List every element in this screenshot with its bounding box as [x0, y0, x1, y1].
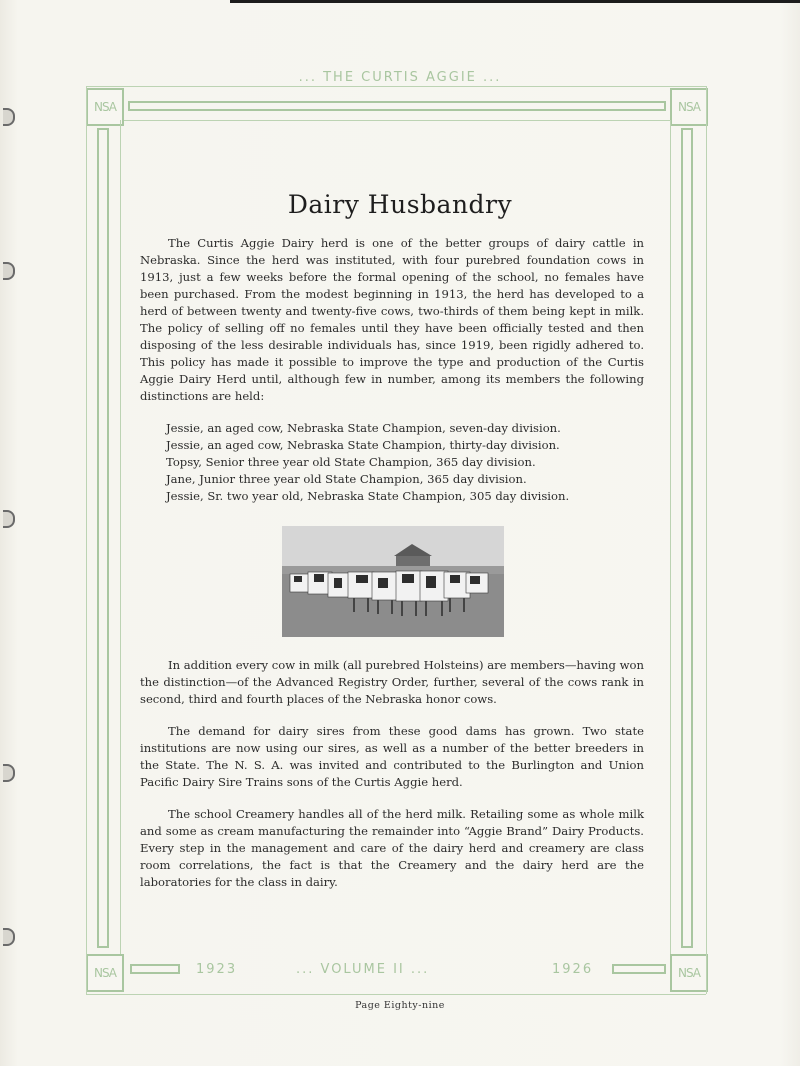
paragraph-creamery: The school Creamery handles all of the herd milk. Retailing some as whole milk and some as cream manufacturing the remainder into “Aggie Brand” Dairy Products. Every step in the management and care of the dairy herd and creamery are class room correlations, the fact is that the Creamery and the dairy herd are the laboratories for the class in dairy. — [140, 807, 644, 889]
frame-inner-left-rule — [120, 120, 121, 954]
frame-bottom-rule — [86, 994, 706, 995]
dairy-herd-photo-illustration — [282, 526, 504, 637]
nsa-emblem-bottom-left: NSA — [86, 954, 124, 992]
nsa-emblem-bottom-right: NSA — [670, 954, 708, 992]
distinctions-list — [166, 420, 569, 505]
intro-paragraph-block — [140, 235, 644, 420]
dairy-herd-photo — [282, 526, 504, 637]
footer-year-start: 1923 — [196, 962, 238, 977]
nsa-emblem-top-right: NSA — [670, 88, 708, 126]
frame-top-rule — [86, 86, 706, 87]
distinction-item: Topsy, Senior three year old State Champion, 365 day division. — [166, 455, 536, 469]
footer-year-end: 1926 — [552, 962, 594, 977]
footer-volume: ... VOLUME II ... — [296, 962, 430, 977]
frame-left-rule — [86, 86, 87, 994]
frame-right-bar — [681, 128, 693, 948]
distinction-item: Jessie, an aged cow, Nebraska State Champion, seven-day division. — [166, 421, 561, 435]
frame-right-rule — [706, 86, 707, 994]
distinction-item: Jane, Junior three year old State Champion, 365 day division. — [166, 472, 527, 486]
intro-paragraph: The Curtis Aggie Dairy herd is one of the better groups of dairy cattle in Nebraska. Since the herd was instituted, with four purebred foundation cows in 1913, just a few weeks before the formal opening of the school, no females have been purchased. From the modest beginning in 1913, the herd has developed to a herd of between twenty and twenty-five cows, two-thirds of them being kept in milk. The policy of selling off no females until they have been officially tested and then disposing of the less desirable individuals has, since 1919, been rigidly adhered to. This policy has made it possible to improve the type and production of the Curtis Aggie Dairy Herd until, although few in number, among its members the following distinctions are held: — [140, 236, 644, 403]
paragraph-dairy-sires: The demand for dairy sires from these good dams has grown. Two state institutions are now using our sires, as well as a number of the better breeders in the State. The N. S. A. was invited and contributed to the Burlington and Union Pacific Dairy Sire Trains sons of the Curtis Aggie herd. — [140, 724, 644, 789]
page-number: Page Eighty-nine — [355, 1000, 445, 1011]
frame-inner-right-rule — [670, 120, 671, 954]
nsa-emblem-top-left: NSA — [86, 88, 124, 126]
page-title: Dairy Husbandry — [287, 190, 513, 219]
distinction-item: Jessie, Sr. two year old, Nebraska State Champion, 305 day division. — [166, 489, 570, 503]
frame-left-bar — [97, 128, 109, 948]
paragraph-advanced-registry: In addition every cow in milk (all purebred Holsteins) are members—having won the distinction—of the Advanced Registry Order, further, several of the cows rank in second, third and fourth places of the Nebraska honor cows. — [140, 658, 644, 706]
running-head: ... THE CURTIS AGGIE ... — [298, 70, 502, 85]
top-edge-line — [230, 0, 800, 3]
body-paragraphs — [140, 657, 644, 906]
frame-bottom-bar-left — [130, 964, 180, 974]
frame-top-bar — [128, 101, 666, 111]
distinction-item: Jessie, an aged cow, Nebraska State Champion, thirty-day division. — [166, 438, 560, 452]
frame-bottom-bar-right — [612, 964, 666, 974]
frame-inner-top-rule — [124, 120, 670, 121]
